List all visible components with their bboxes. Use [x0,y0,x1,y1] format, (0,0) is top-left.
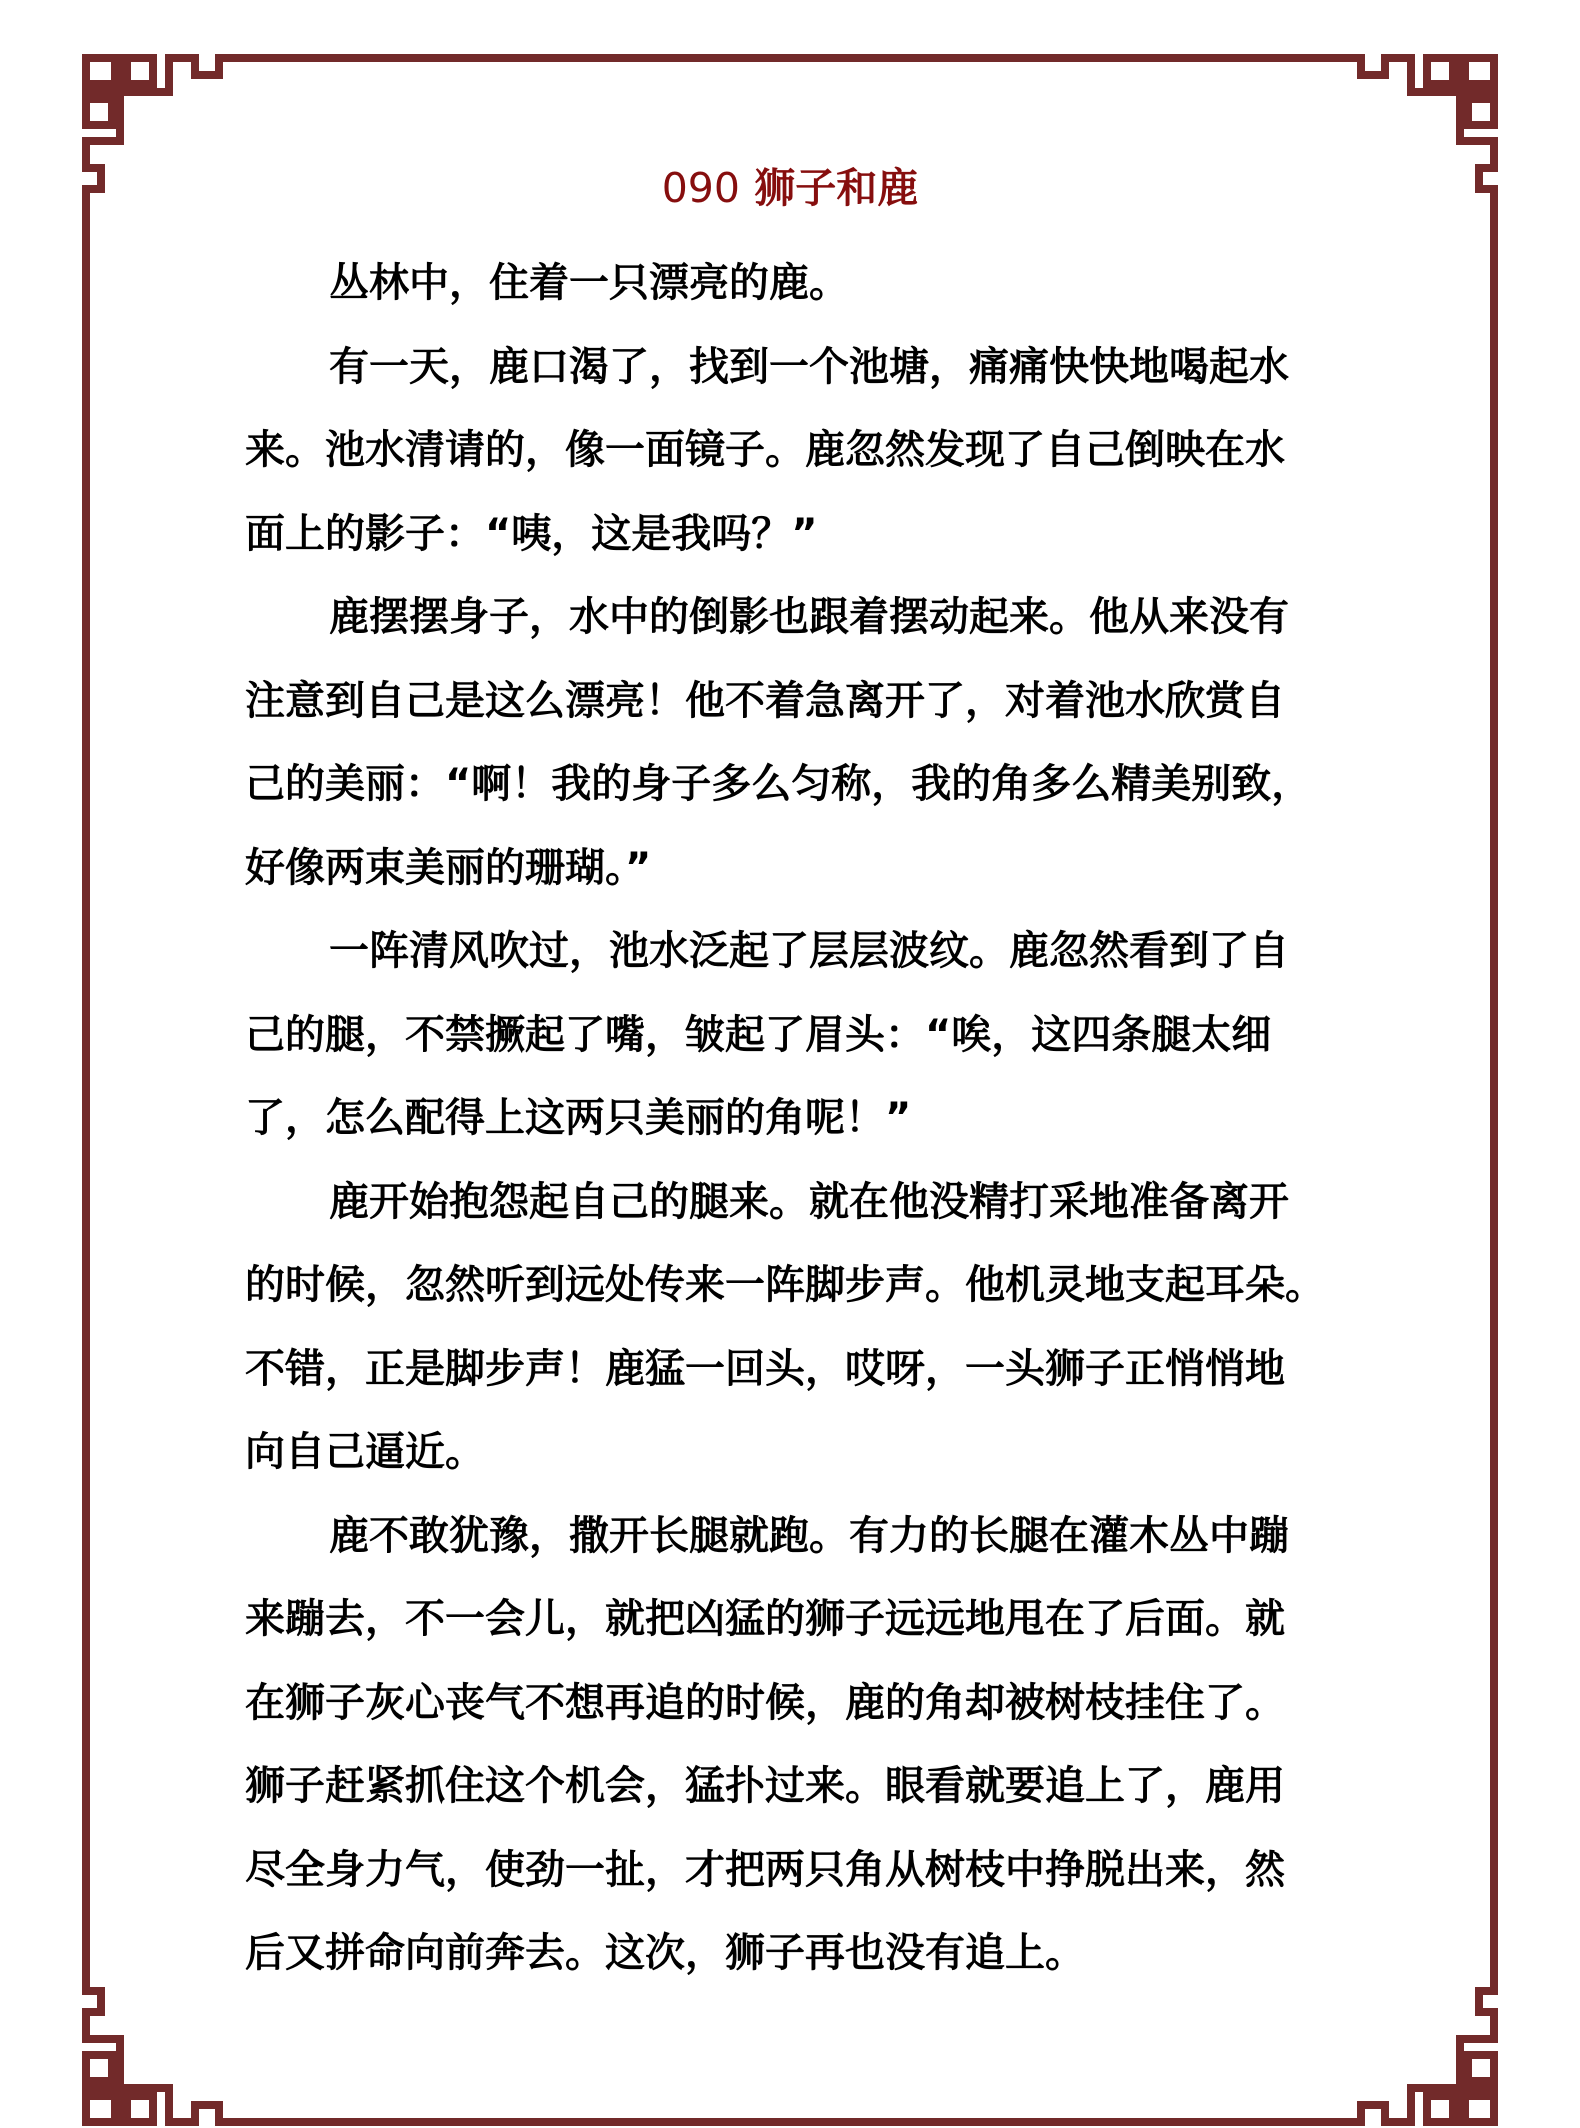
paragraph-6 [245,1495,1339,1996]
text-line: 有一天，鹿口渴了，找到一个池塘，痛痛快快地喝起水 [329,343,1289,390]
text-line: 不错，正是脚步声！鹿猛一回头，哎呀，一头狮子正悄悄地 [245,1345,1285,1392]
paragraph-1 [245,242,1339,326]
text-line: 面上的影子：“咦，这是我吗？” [245,510,818,557]
text-line: 的时候，忽然听到远处传来一阵脚步声。他机灵地支起耳朵。 [245,1262,1325,1308]
text-line: 狮子赶紧抓住这个机会，猛扑过来。眼看就要追上了，鹿用 [245,1763,1285,1809]
text-line: 一阵清风吹过，池水泛起了层层波纹。鹿忽然看到了自 [329,928,1289,974]
text-line: 鹿不敢犹豫，撒开长腿就跑。有力的长腿在灌木丛中蹦 [329,1512,1289,1559]
text-line: 鹿摆摆身子，水中的倒影也跟着摆动起来。他从来没有 [329,594,1289,640]
text-line: 来。池水清请的，像一面镜子。鹿忽然发现了自己倒映在水 [245,427,1285,473]
text-line: 己的美丽：“啊！我的身子多么匀称，我的角多么精美别致， [245,761,1312,807]
story-body [245,242,1339,1996]
paragraph-3 [245,576,1339,910]
text-line: 向自己逼近。 [245,1429,485,1475]
text-line: 在狮子灰心丧气不想再追的时候，鹿的角却被树枝挂住了。 [245,1679,1285,1726]
text-line: 己的腿，不禁撅起了嘴，皱起了眉头：“唉，这四条腿太细 [245,1011,1272,1058]
text-line: 丛林中，住着一只漂亮的鹿。 [329,260,849,306]
title-text: 狮子和鹿 [754,164,919,212]
text-line: 注意到自己是这么漂亮！他不着急离开了，对着池水欣赏自 [245,677,1285,724]
text-line: 来蹦去，不一会儿，就把凶猛的狮子远远地甩在了后面。就 [245,1596,1285,1642]
text-line: 尽全身力气，使劲一扯，才把两只角从树枝中挣脱出来，然 [245,1846,1285,1893]
title-number: 090 [661,164,740,212]
page-title [0,160,1580,216]
paragraph-2 [245,326,1339,577]
paragraph-5 [245,1161,1339,1495]
text-line: 了，怎么配得上这两只美丽的角呢！” [245,1095,912,1141]
paragraph-4 [245,910,1339,1161]
text-line: 好像两束美丽的珊瑚。” [245,844,652,891]
text-line: 鹿开始抱怨起自己的腿来。就在他没精打采地准备离开 [329,1178,1289,1225]
text-line: 后又拼命向前奔去。这次，狮子再也没有追上。 [245,1930,1085,1976]
